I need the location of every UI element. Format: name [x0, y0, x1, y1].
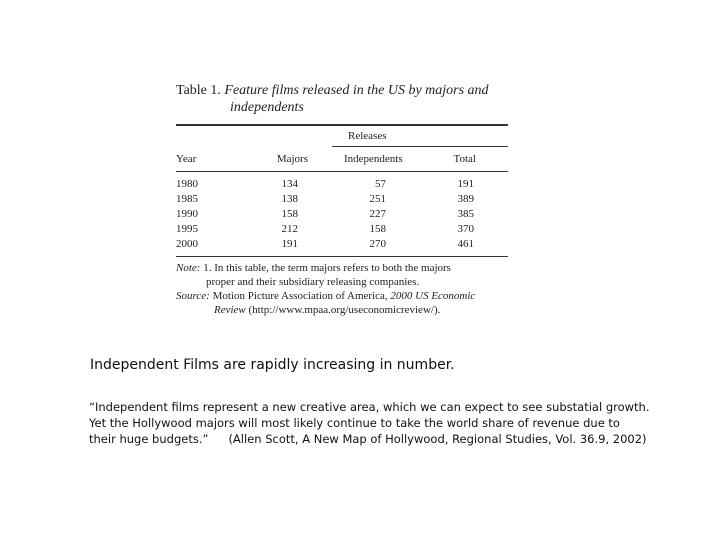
cell-majors: 158 — [281, 208, 298, 220]
cell-total: 385 — [457, 208, 474, 220]
quote-block — [89, 399, 689, 447]
col-header-year: Year — [176, 153, 197, 165]
cell-year: 1990 — [176, 208, 198, 220]
col-header-independents: Independents — [344, 153, 403, 165]
source-report-title-cont: Review — [214, 304, 246, 316]
note-label: Note: — [176, 262, 201, 274]
source-text-line2 — [214, 303, 440, 317]
source-label: Source: — [176, 290, 210, 302]
quote-line: their huge budgets.” — [89, 432, 209, 446]
cell-majors: 134 — [281, 178, 298, 190]
table-note — [176, 261, 451, 275]
cell-year: 1995 — [176, 223, 198, 235]
cell-total: 389 — [457, 193, 474, 205]
source-text-line1: Motion Picture Association of America, — [212, 290, 388, 302]
note-text-line2: proper and their subsidiary releasing companies. — [206, 276, 420, 288]
quote-line: “Independent films represent a new creative area, which we can expect to see substatial growth. — [89, 400, 650, 414]
cell-total: 370 — [457, 223, 474, 235]
table-figure — [172, 80, 512, 320]
table-top-rule — [176, 124, 508, 126]
source-report-title: 2000 US Economic — [390, 290, 476, 302]
table-caption — [176, 82, 489, 100]
cell-independents: 158 — [369, 223, 386, 235]
cell-majors: 138 — [281, 193, 298, 205]
cell-total: 191 — [457, 178, 474, 190]
note-text-line1: 1. In this table, the term majors refers to both the majors — [203, 262, 451, 274]
table-label: Table 1. — [176, 83, 221, 98]
cell-independents: 227 — [369, 208, 386, 220]
cell-independents: 251 — [369, 193, 386, 205]
quote-citation: (Allen Scott, A New Map of Hollywood, Regional Studies, Vol. 36.9, 2002) — [228, 432, 647, 446]
cell-year: 1985 — [176, 193, 198, 205]
cell-majors: 212 — [281, 223, 298, 235]
col-header-total: Total — [453, 153, 476, 165]
header-rule — [176, 171, 508, 172]
cell-year: 1980 — [176, 178, 198, 190]
group-header: Releases — [348, 130, 387, 142]
headline: Independent Films are rapidly increasing in number. — [90, 357, 455, 373]
cell-majors: 191 — [281, 238, 298, 250]
table-title: Feature films released in the US by majors and — [224, 83, 489, 98]
cell-year: 2000 — [176, 238, 198, 250]
table-title-line2: independents — [230, 100, 304, 115]
cell-total: 461 — [457, 238, 474, 250]
cell-independents: 270 — [369, 238, 386, 250]
table-bottom-rule — [176, 256, 508, 257]
table-source — [176, 289, 475, 303]
quote-line: Yet the Hollywood majors will most likely continue to take the world share of revenue due to — [89, 416, 620, 430]
group-rule — [332, 146, 508, 147]
col-header-majors: Majors — [276, 153, 308, 165]
source-url: (http://www.mpaa.org/useconomicreview/). — [248, 304, 441, 316]
cell-independents: 57 — [375, 178, 386, 190]
